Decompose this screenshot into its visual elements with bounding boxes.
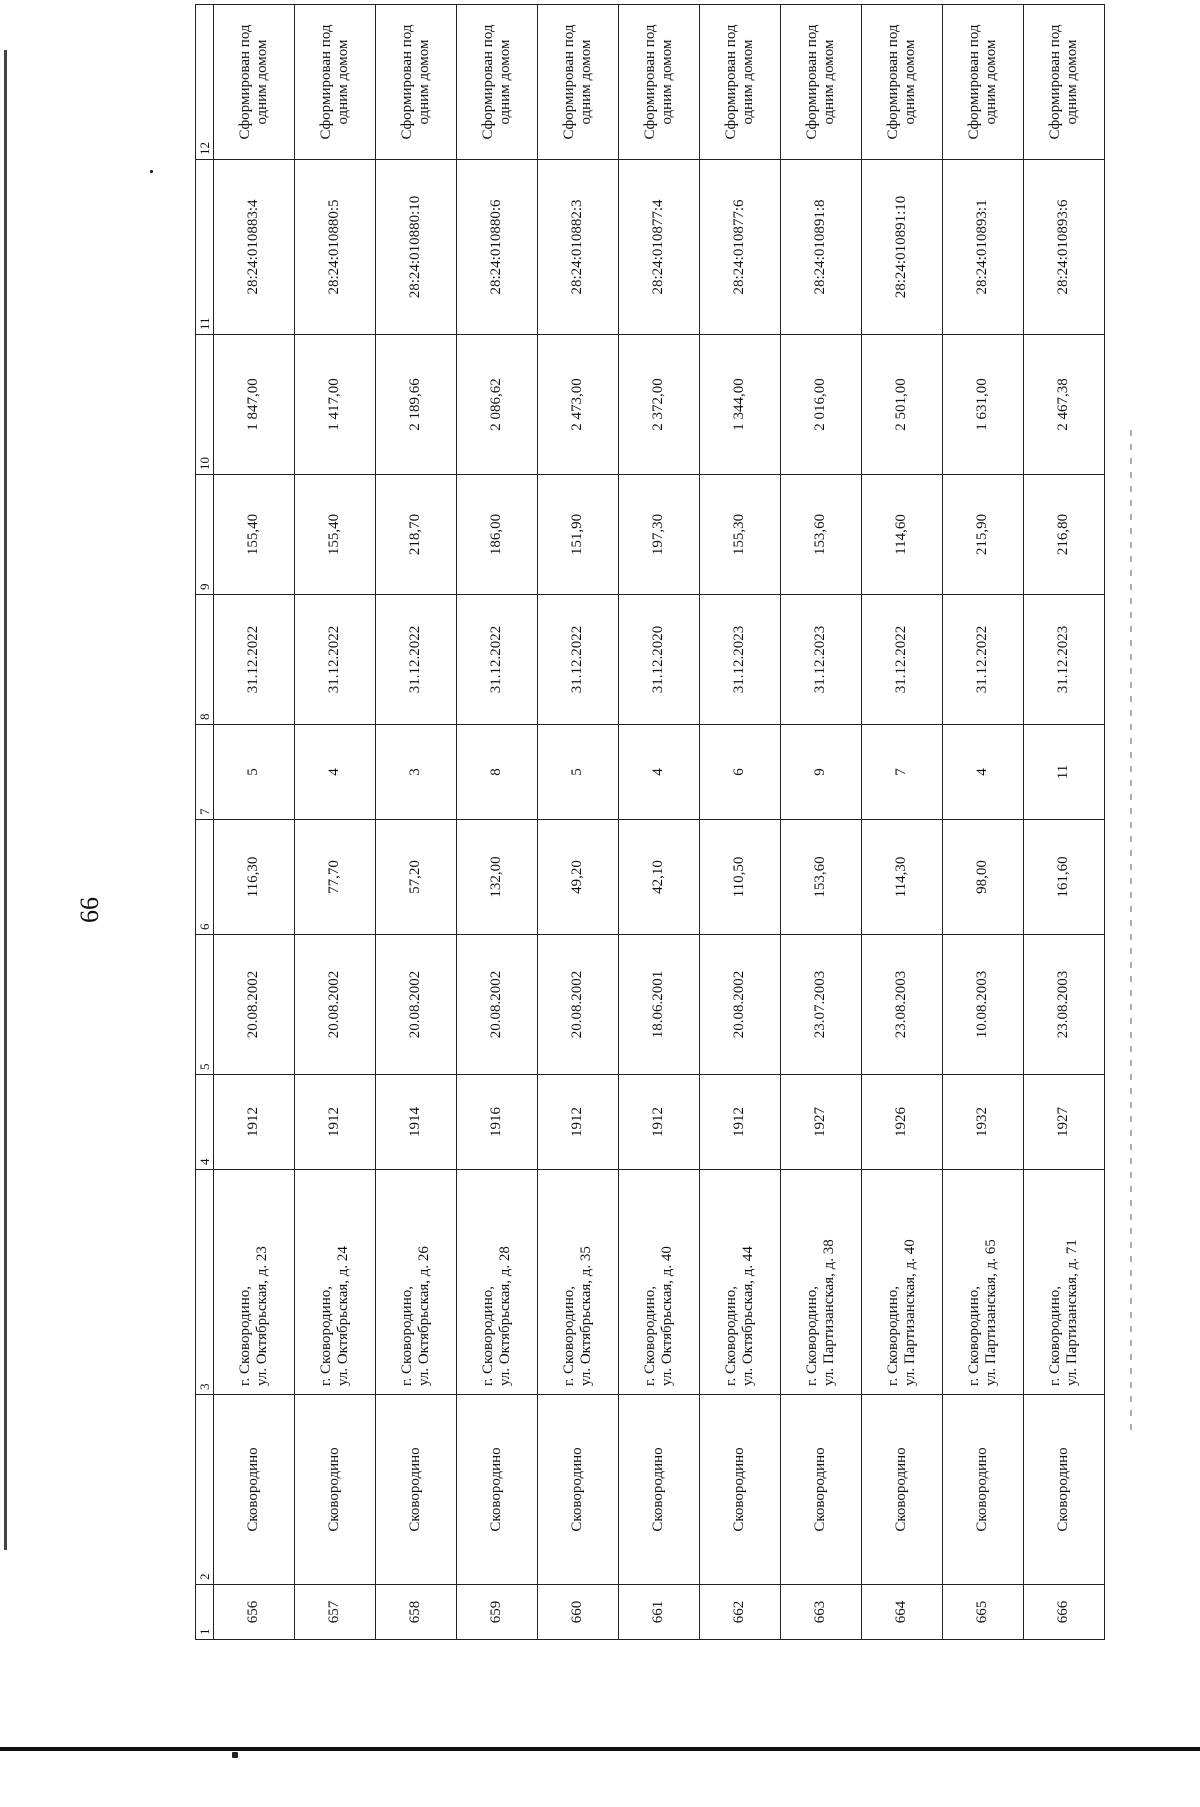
address-city: г. Сковородино, [722,1286,739,1386]
scan-speck [150,170,153,173]
date-cell: 20.08.2002 [214,935,295,1075]
residents-cell: 6 [700,725,781,820]
cadastral-number-cell: 28:24:010882:3 [538,160,619,335]
row-number-cell: 656 [214,1585,295,1640]
status-cell: Сформирован под одним домом [700,5,781,160]
column-number-cell: 12 [196,5,214,160]
cadastral-number-cell: 28:24:010877:4 [619,160,700,335]
address-street: ул. Партизанская, д. 38 [821,1239,837,1386]
table-row [295,5,376,1640]
column-number-cell: 4 [196,1075,214,1170]
settlement-cell: Сковородино [376,1395,457,1585]
status-cell: Сформирован под одним домом [538,5,619,160]
address-street: ул. Партизанская, д. 40 [902,1239,918,1386]
column-number-row [196,5,214,1640]
year-built-cell: 1912 [214,1075,295,1170]
settlement-cell: Сковородино [1024,1395,1105,1585]
cadastral-number-cell: 28:24:010893:6 [1024,160,1105,335]
address-street: ул. Октябрьская, д. 26 [416,1246,432,1386]
address-cell [214,1170,295,1395]
row-number-cell: 660 [538,1585,619,1640]
date-cell: 23.08.2003 [862,935,943,1075]
value-col9-cell: 114,60 [862,475,943,595]
residents-cell: 9 [781,725,862,820]
date-cell: 23.08.2003 [1024,935,1105,1075]
table-row [538,5,619,1640]
residents-cell: 5 [214,725,295,820]
area-cell: 57,20 [376,820,457,935]
address-cell [457,1170,538,1395]
column-number-cell: 11 [196,160,214,335]
value-col9-cell: 151,90 [538,475,619,595]
address-city: г. Сковородино, [965,1286,982,1386]
row-number-cell: 658 [376,1585,457,1640]
residents-cell: 5 [538,725,619,820]
address-city: г. Сковородино, [803,1286,820,1386]
row-number-cell: 665 [943,1585,1024,1640]
settlement-cell: Сковородино [943,1395,1024,1585]
settlement-cell: Сковородино [457,1395,538,1585]
address-cell [619,1170,700,1395]
deadline-cell: 31.12.2022 [214,595,295,725]
area-cell: 161,60 [1024,820,1105,935]
address-cell [781,1170,862,1395]
status-cell: Сформирован под одним домом [295,5,376,160]
table-row [457,5,538,1640]
residents-cell: 4 [295,725,376,820]
value-col9-cell: 153,60 [781,475,862,595]
area-cell: 42,10 [619,820,700,935]
land-area-cell: 1 417,00 [295,335,376,475]
settlement-cell: Сковородино [862,1395,943,1585]
column-number-cell: 1 [196,1585,214,1640]
status-cell: Сформирован под одним домом [376,5,457,160]
cadastral-number-cell: 28:24:010883:4 [214,160,295,335]
address-street: ул. Октябрьская, д. 35 [578,1246,594,1386]
year-built-cell: 1912 [700,1075,781,1170]
address-street: ул. Октябрьская, д. 23 [254,1246,270,1386]
status-cell: Сформирован под одним домом [1024,5,1105,160]
year-built-cell: 1916 [457,1075,538,1170]
year-built-cell: 1914 [376,1075,457,1170]
address-cell [538,1170,619,1395]
cadastral-number-cell: 28:24:010891:10 [862,160,943,335]
address-city: г. Сковородино, [884,1286,901,1386]
deadline-cell: 31.12.2022 [295,595,376,725]
column-number-cell: 8 [196,595,214,725]
date-cell: 20.08.2002 [295,935,376,1075]
land-area-cell: 2 467,38 [1024,335,1105,475]
residents-cell: 8 [457,725,538,820]
land-area-cell: 1 847,00 [214,335,295,475]
residents-cell: 4 [943,725,1024,820]
year-built-cell: 1927 [781,1075,862,1170]
table-row [1024,5,1105,1640]
page-number: 66 [75,897,104,923]
residents-cell: 3 [376,725,457,820]
year-built-cell: 1912 [538,1075,619,1170]
row-number-cell: 666 [1024,1585,1105,1640]
row-number-cell: 663 [781,1585,862,1640]
cadastral-number-cell: 28:24:010891:8 [781,160,862,335]
deadline-cell: 31.12.2022 [862,595,943,725]
residents-cell: 7 [862,725,943,820]
scan-right-noise [1130,430,1132,1430]
settlement-cell: Сковородино [214,1395,295,1585]
value-col9-cell: 197,30 [619,475,700,595]
address-cell [1024,1170,1105,1395]
registry-table [195,4,1105,1640]
deadline-cell: 31.12.2023 [781,595,862,725]
table-row [214,5,295,1640]
status-cell: Сформирован под одним домом [619,5,700,160]
land-area-cell: 2 189,66 [376,335,457,475]
table-row [862,5,943,1640]
row-number-cell: 657 [295,1585,376,1640]
date-cell: 23.07.2003 [781,935,862,1075]
address-street: ул. Партизанская, д. 65 [983,1239,999,1386]
table-row [943,5,1024,1640]
deadline-cell: 31.12.2023 [700,595,781,725]
land-area-cell: 2 016,00 [781,335,862,475]
residents-cell: 4 [619,725,700,820]
deadline-cell: 31.12.2022 [538,595,619,725]
date-cell: 20.08.2002 [457,935,538,1075]
address-street: ул. Партизанская, д. 71 [1064,1239,1080,1386]
land-area-cell: 1 344,00 [700,335,781,475]
address-cell [862,1170,943,1395]
row-number-cell: 664 [862,1585,943,1640]
land-area-cell: 1 631,00 [943,335,1024,475]
area-cell: 98,00 [943,820,1024,935]
row-number-cell: 659 [457,1585,538,1640]
address-cell [943,1170,1024,1395]
settlement-cell: Сковородино [619,1395,700,1585]
address-cell [700,1170,781,1395]
area-cell: 153,60 [781,820,862,935]
value-col9-cell: 218,70 [376,475,457,595]
scan-bottom-edge [0,1747,1200,1751]
value-col9-cell: 215,90 [943,475,1024,595]
land-area-cell: 2 086,62 [457,335,538,475]
table-row [700,5,781,1640]
area-cell: 110,50 [700,820,781,935]
deadline-cell: 31.12.2022 [943,595,1024,725]
area-cell: 49,20 [538,820,619,935]
row-number-cell: 661 [619,1585,700,1640]
deadline-cell: 31.12.2022 [457,595,538,725]
cadastral-number-cell: 28:24:010893:1 [943,160,1024,335]
value-col9-cell: 216,80 [1024,475,1105,595]
status-cell: Сформирован под одним домом [457,5,538,160]
land-area-cell: 2 473,00 [538,335,619,475]
date-cell: 18.06.2001 [619,935,700,1075]
address-street: ул. Октябрьская, д. 24 [335,1246,351,1386]
status-cell: Сформирован под одним домом [943,5,1024,160]
column-number-cell: 9 [196,475,214,595]
scan-left-edge [4,50,7,1550]
area-cell: 114,30 [862,820,943,935]
column-number-cell: 5 [196,935,214,1075]
date-cell: 20.08.2002 [538,935,619,1075]
address-city: г. Сковородино, [317,1286,334,1386]
land-area-cell: 2 372,00 [619,335,700,475]
column-number-cell: 2 [196,1395,214,1585]
date-cell: 20.08.2002 [700,935,781,1075]
land-area-cell: 2 501,00 [862,335,943,475]
deadline-cell: 31.12.2023 [1024,595,1105,725]
address-cell [376,1170,457,1395]
area-cell: 116,30 [214,820,295,935]
scan-speck [232,1752,238,1758]
settlement-cell: Сковородино [781,1395,862,1585]
cadastral-number-cell: 28:24:010880:5 [295,160,376,335]
settlement-cell: Сковородино [295,1395,376,1585]
deadline-cell: 31.12.2020 [619,595,700,725]
address-city: г. Сковородино, [236,1286,253,1386]
column-number-cell: 3 [196,1170,214,1395]
table-row [781,5,862,1640]
cadastral-number-cell: 28:24:010877:6 [700,160,781,335]
column-number-cell: 6 [196,820,214,935]
address-street: ул. Октябрьская, д. 44 [740,1246,756,1386]
rotated-page [75,24,1085,1640]
value-col9-cell: 155,40 [295,475,376,595]
area-cell: 77,70 [295,820,376,935]
column-number-cell: 7 [196,725,214,820]
deadline-cell: 31.12.2022 [376,595,457,725]
year-built-cell: 1927 [1024,1075,1105,1170]
status-cell: Сформирован под одним домом [214,5,295,160]
cadastral-number-cell: 28:24:010880:6 [457,160,538,335]
address-street: ул. Октябрьская, д. 40 [659,1246,675,1386]
column-number-cell: 10 [196,335,214,475]
year-built-cell: 1932 [943,1075,1024,1170]
date-cell: 10.08.2003 [943,935,1024,1075]
settlement-cell: Сковородино [700,1395,781,1585]
status-cell: Сформирован под одним домом [781,5,862,160]
residents-cell: 11 [1024,725,1105,820]
row-number-cell: 662 [700,1585,781,1640]
table-row [376,5,457,1640]
cadastral-number-cell: 28:24:010880:10 [376,160,457,335]
value-col9-cell: 186,00 [457,475,538,595]
year-built-cell: 1912 [619,1075,700,1170]
address-city: г. Сковородино, [560,1286,577,1386]
address-city: г. Сковородино, [641,1286,658,1386]
address-city: г. Сковородино, [1046,1286,1063,1386]
address-city: г. Сковородино, [479,1286,496,1386]
settlement-cell: Сковородино [538,1395,619,1585]
address-street: ул. Октябрьская, д. 28 [497,1246,513,1386]
year-built-cell: 1912 [295,1075,376,1170]
address-cell [295,1170,376,1395]
area-cell: 132,00 [457,820,538,935]
value-col9-cell: 155,40 [214,475,295,595]
value-col9-cell: 155,30 [700,475,781,595]
address-city: г. Сковородино, [398,1286,415,1386]
table-row [619,5,700,1640]
date-cell: 20.08.2002 [376,935,457,1075]
year-built-cell: 1926 [862,1075,943,1170]
status-cell: Сформирован под одним домом [862,5,943,160]
